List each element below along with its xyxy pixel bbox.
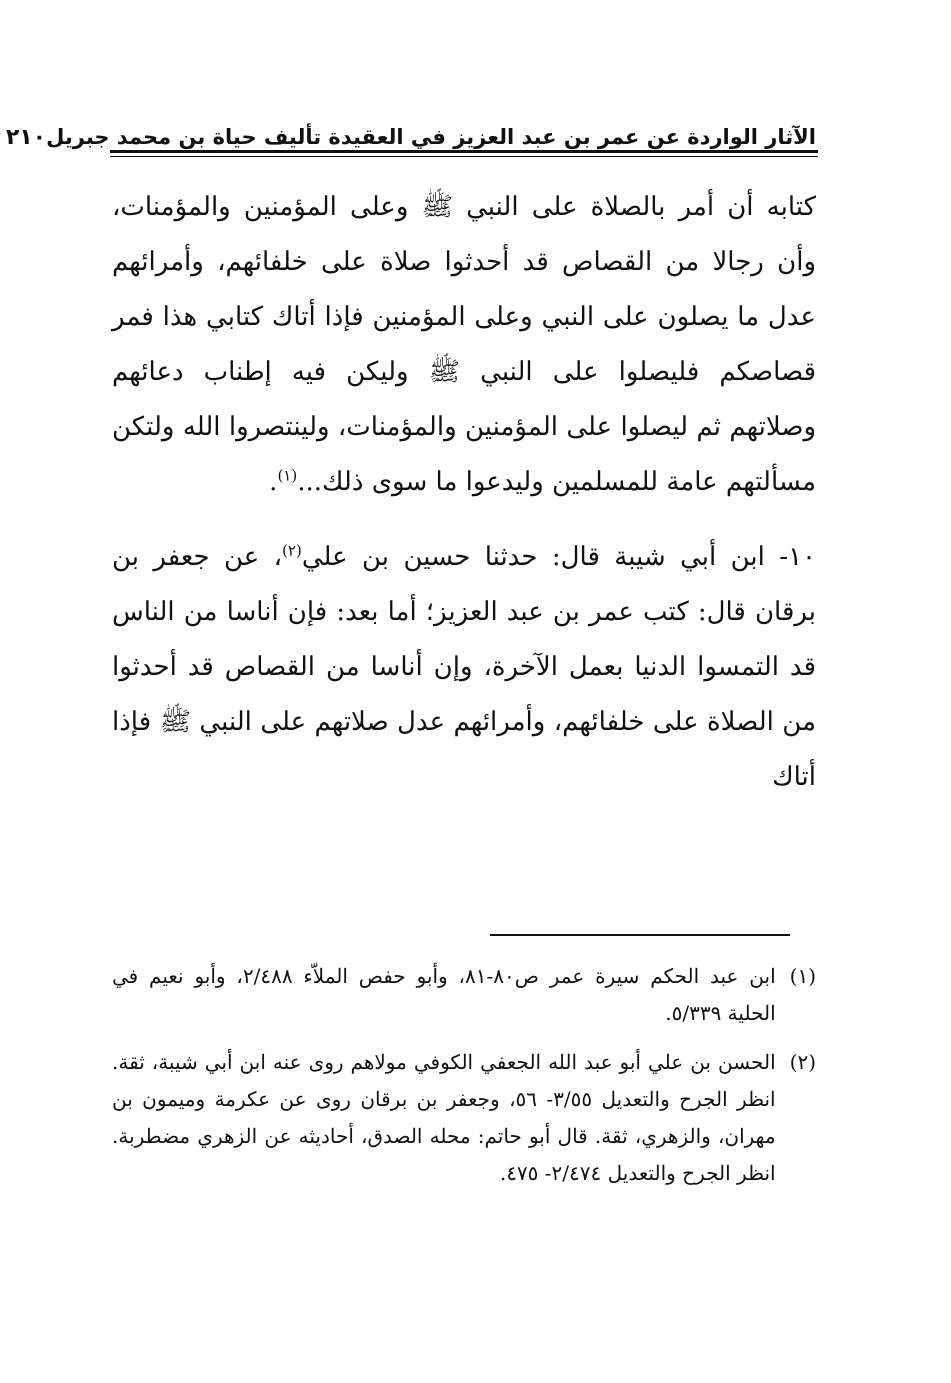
footnotes: [112, 958, 816, 1204]
footnote-ref-2: (٢): [282, 541, 302, 560]
footnote-separator: [490, 934, 790, 936]
footnote-2: [112, 1044, 816, 1192]
page-number: ٢١٠: [5, 124, 47, 150]
footnote-text: ابن عبد الحكم سيرة عمر ص٨٠-٨١، وأبو حفص الملاّء ٢/٤٨٨، وأبو نعيم في الحلية ٥/٣٣٩.: [112, 964, 776, 1025]
paragraph-1: [112, 180, 816, 510]
footnote-1: [112, 958, 816, 1032]
footnote-number: (٢): [789, 1050, 816, 1074]
paragraph-2-start: ١٠- ابن أبي شيبة قال: حدثنا حسين بن علي: [301, 542, 816, 572]
body-text: [112, 180, 816, 805]
paragraph-1-end: .: [269, 467, 278, 497]
paragraph-2: [112, 530, 816, 805]
header-rule-thin: [110, 156, 818, 157]
footnote-ref-1: (١): [277, 466, 298, 485]
running-title: الآثار الواردة عن عمر بن عبد العزيز في العقيدة تأليف حياة بن محمد جبريل: [46, 125, 816, 149]
footnote-number: (١): [789, 964, 816, 988]
footnote-text: الحسن بن علي أبو عبد الله الجعفي الكوفي مولاهم روى عنه ابن أبي شيبة، ثقة. انظر الجرح والتعديل ٣/٥٥- ٥٦، وجعفر بن برقان روى عن عكرمة وميمون بن مهران، والزهري، ثقة. قال أبو حاتم: محله الصدق، أحاديثه عن الزهري مضطربة. انظر الجرح والتعديل ٢/٤٧٤- ٤٧٥.: [112, 1050, 776, 1185]
header-rule-thick: [110, 150, 818, 153]
paragraph-1-text: كتابه أن أمر بالصلاة على النبي ﷺ وعلى المؤمنين والمؤمنات، وأن رجالا من القصاص قد أحدثوا صلاة على خلفائهم، وأمرائهم عدل ما يصلون على النبي وعلى المؤمنين فإذا أتاك كتابي هذا فمر قصاصكم فليصلوا على النبي ﷺ وليكن فيه إطناب دعائهم وصلاتهم ثم ليصلوا على المؤمنين والمؤمنات، ولينتصروا الله ولتكن مسألتهم عامة للمسلمين وليدعوا ما سوى ذلك...: [112, 192, 817, 497]
paragraph-2-rest: ، عن جعفر بن برقان قال: كتب عمر بن عبد العزيز؛ أما بعد: فإن أناسا من الناس قد التمسوا الدنيا بعمل الآخرة، وإن أناسا من القصاص قد أحدثوا من الصلاة على خلفائهم، وأمرائهم عدل صلاتهم على النبي ﷺ فإذا أتاك: [112, 542, 816, 792]
